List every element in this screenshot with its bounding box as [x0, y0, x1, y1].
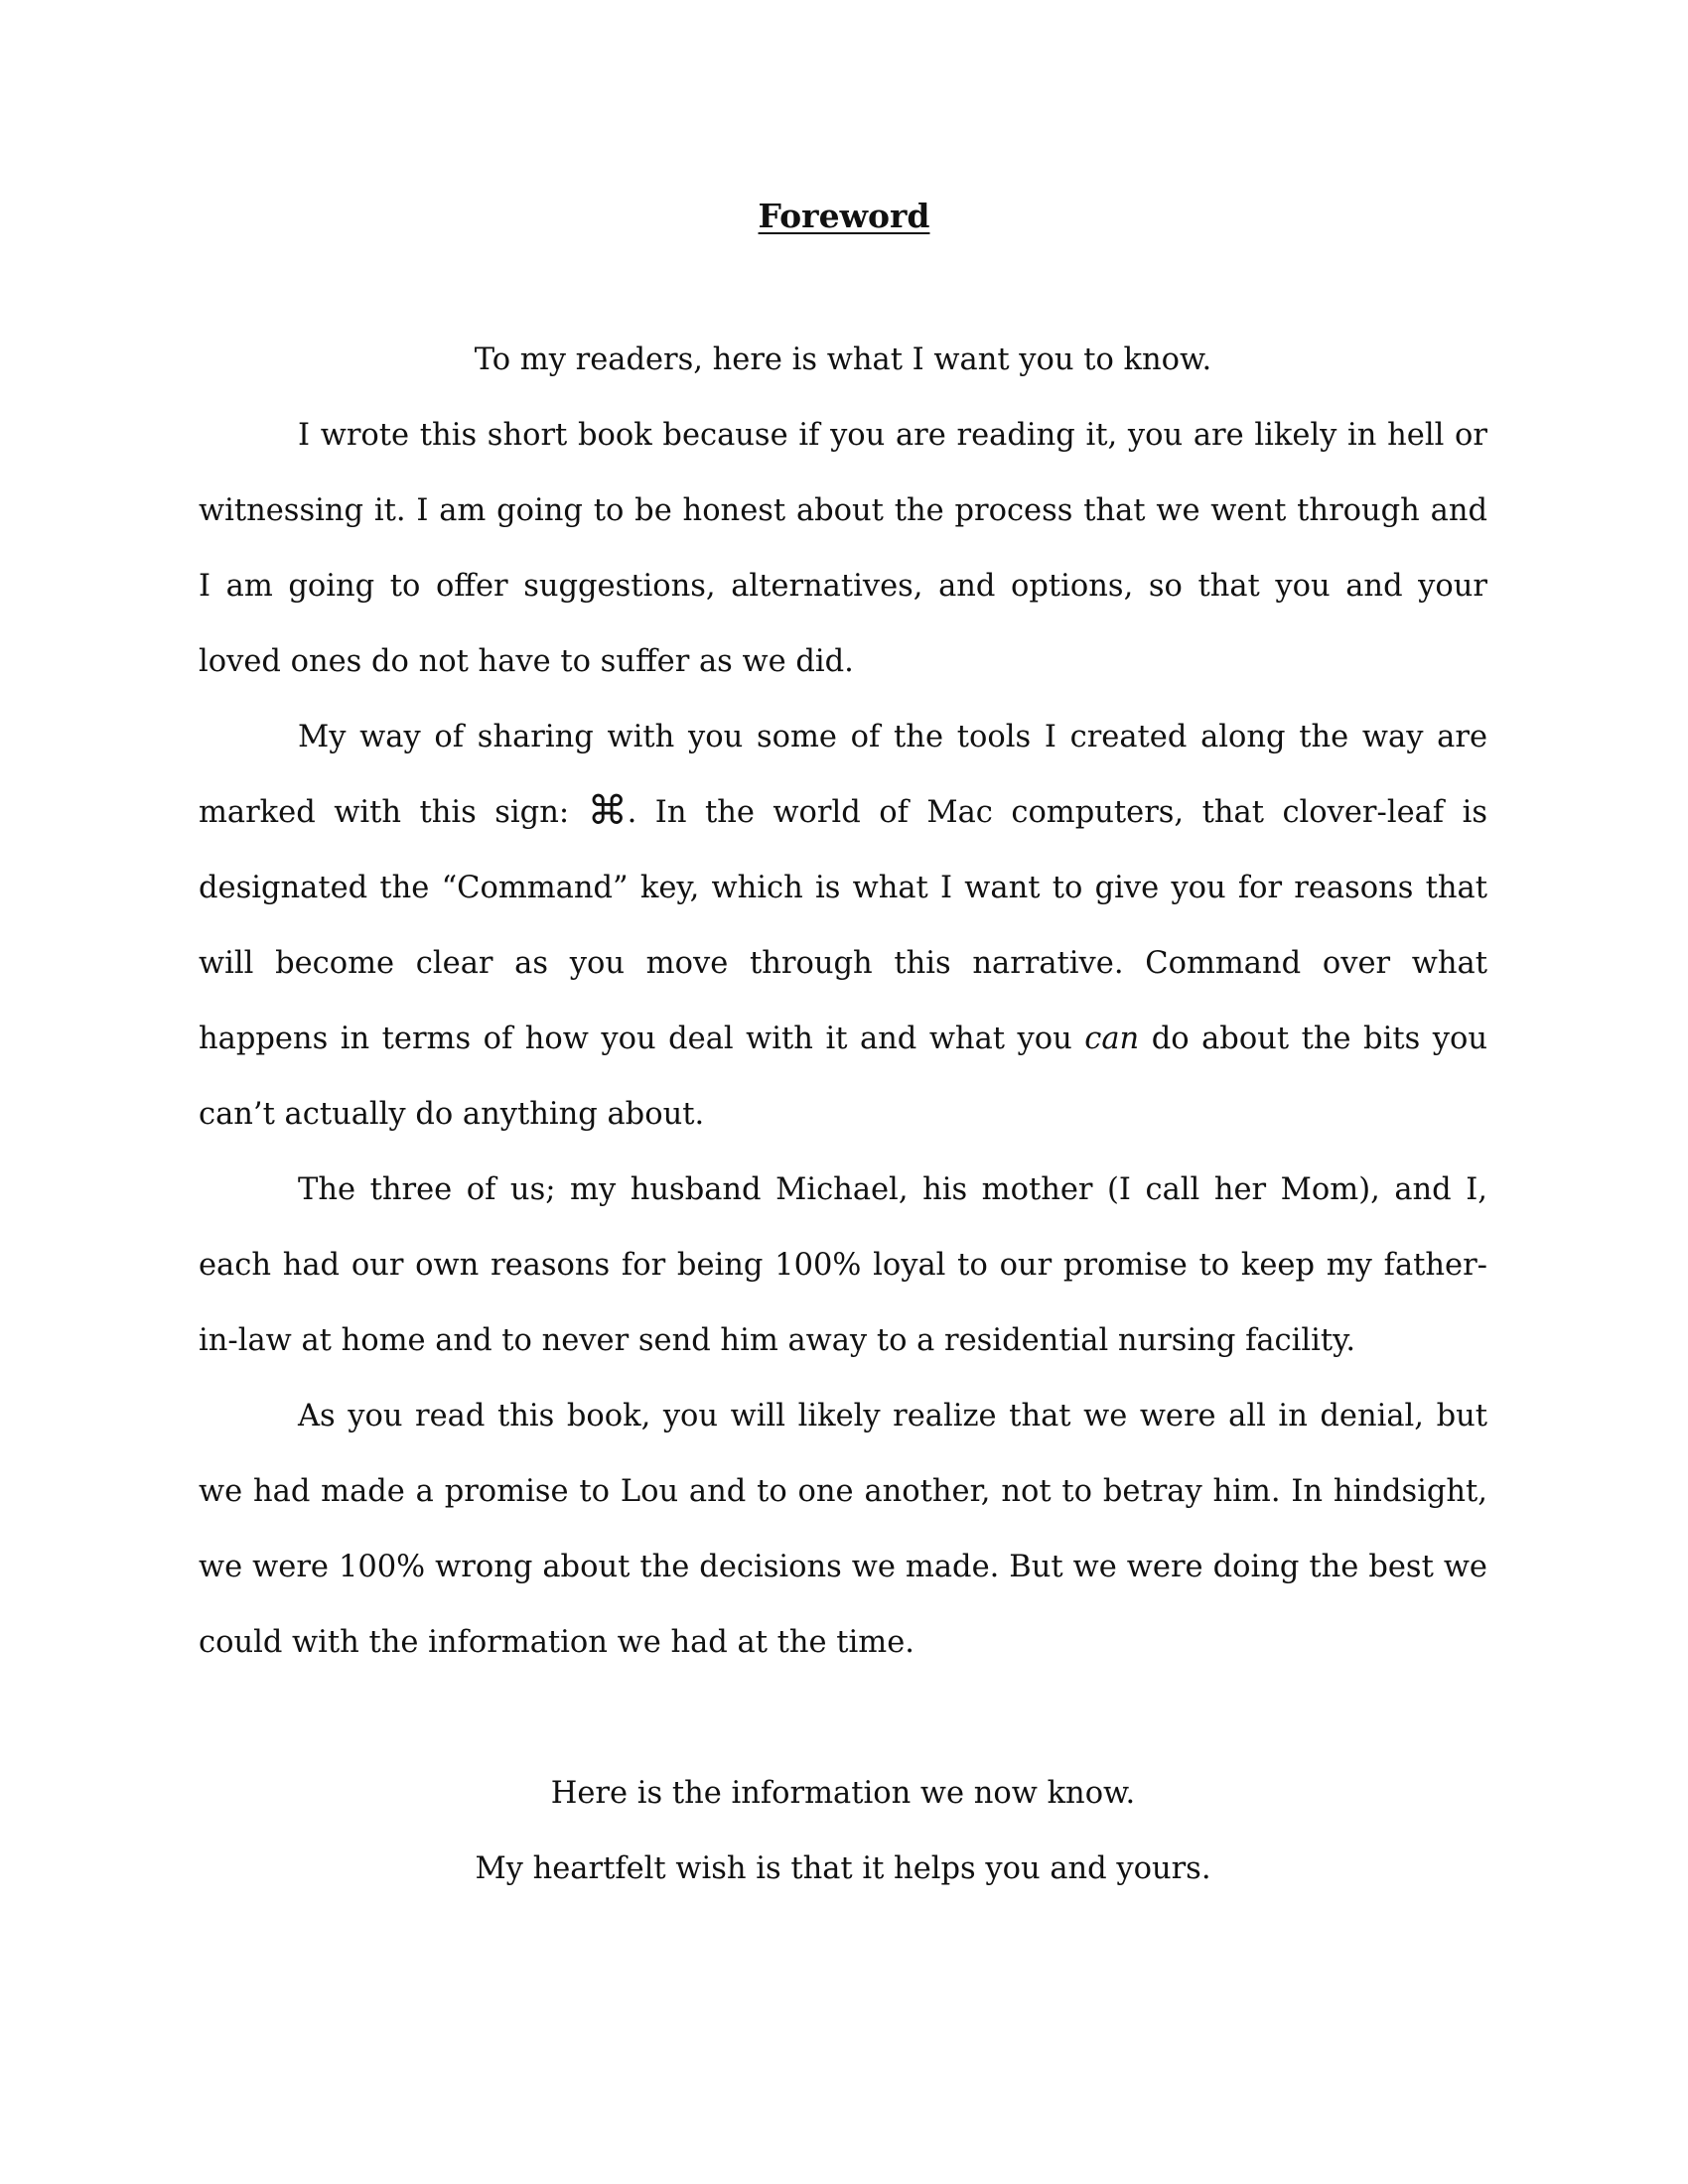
paragraph-2-end: do about the bits you can’t actually do anything about. [199, 1022, 1487, 1132]
foreword-body [199, 323, 1487, 1907]
closing-line-2: My heartfelt wish is that it helps you and yours. [475, 1851, 1211, 1886]
paragraph-3: The three of us; my husband Michael, his mother (I call her Mom), and I, each had our own reasons for being 100% loyal to our promise to keep my father-in-law at home and to never send him away to a residential nursing facility. [199, 1172, 1487, 1358]
paragraph-2 [199, 700, 1487, 1153]
paragraph-2-emphasis: can [1084, 1022, 1140, 1056]
page-title: Foreword [758, 197, 930, 235]
command-key-icon: ⌘ [587, 788, 628, 834]
paragraph-1: I wrote this short book because if you are reading it, you are likely in hell or witnessing it. I am going to be honest about the process that we went through and I am going to offer suggestions, alternatives, and options, so that you and your loved ones do not have to suffer as we did. [199, 418, 1487, 679]
paragraph-2-after-sign: . In the world of Mac computers, that clover-leaf is designated the “Command” key, which is what I want to give you for reasons that will become clear as you move through this narrative. Command over what happens in terms of how you deal with it and what you [199, 795, 1487, 1056]
intro-line: To my readers, here is what I want you to know. [474, 342, 1212, 377]
paragraph-4: As you read this book, you will likely realize that we were all in denial, but we had made a promise to Lou and to one another, not to betray him. In hindsight, we were 100% wrong about the decisions we made. But we were doing the best we could with the information we had at the time. [199, 1399, 1487, 1660]
section-spacer [199, 1681, 1487, 1756]
paragraph-2-before-sign: My way of sharing with you some of the tools I created along the way are marked with this sign: [199, 720, 1487, 830]
closing-line-1: Here is the information we now know. [550, 1776, 1136, 1811]
